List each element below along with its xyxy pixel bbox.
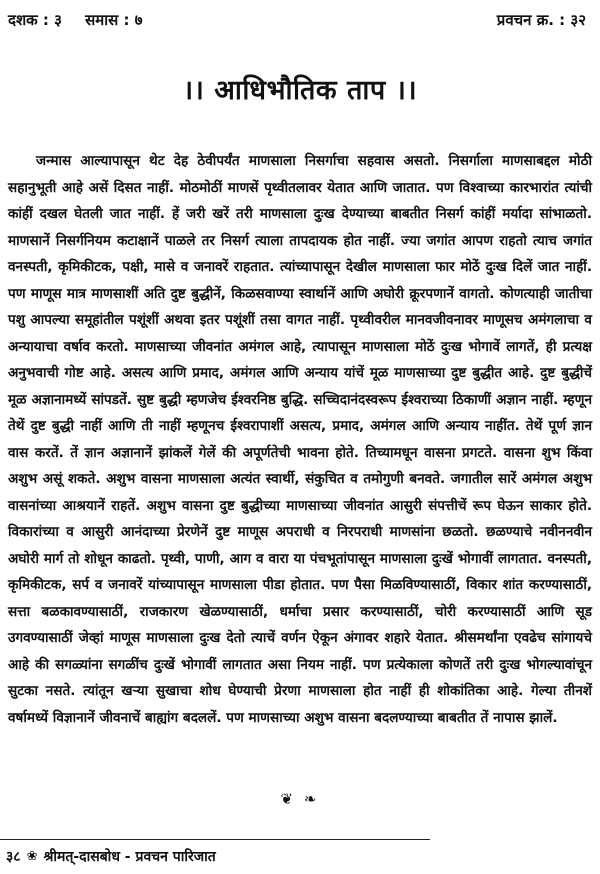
samas-label: समास : ७ [85, 11, 143, 29]
dashak-label: दशक : ३ [8, 11, 62, 29]
body-paragraph: जन्मास आल्यापासून थेट देह ठेवीपर्यंत माणसाला निसर्गाचा सहवास असतो. निसर्गाला माणसाबद्दल मोठी सहानुभूती आहे असें दिसत नाहीं. मोठमोठीं माणसें पृथ्वीतलावर येतात आणि जातात. पण विश्वाच्या कारभारांत त्यांची कांहीं दखल घेतली जात नाहीं. हें जरी खरें तरी माणसाला दुःख देण्याच्या बाबतीत निसर्ग कांहीं मर्यादा सांभाळतो. माणसानें निसर्गनियम कटाक्षानें पाळले तर निसर्ग त्याला तापदायक होत नाहीं. ज्या जगांत आपण राहतो त्याच जगांत वनस्पती, कृमिकीटक, पक्षी, मासे व जनावरें राहतात. त्यांच्यापासून देखील माणसाला फार मोठें दुःख दिलें जात नाहीं. पण माणूस मात्र माणसाशीं अति दुष्ट बुद्धीनें, किळसवाण्या स्वार्थानें आणि अघोरी क्रूरपणानें वागतो. कोणत्याही जातीचा पशु आपल्या समूहांतील पशूंशीं अथवा इतर पशूंशीं तसा वागत नाहीं. पृथ्वीवरील मानवजीवनावर माणूसच अमंगलाचा व अन्यायाचा वर्षाव करतो. माणसाच्या जीवनांत अमंगल आहे, त्यापासून माणसाला मोठें दुःख भोगावें लागतें, ही प्रत्यक्ष अनुभवाची गोष्ट आहे. असत्य आणि प्रमाद, अमंगल आणि अन्याय यांचें मूळ माणसाच्या दुष्ट बुद्धीत आहे. दुष्ट बुद्धीचें मूळ अज्ञानामध्यें सांपडतें. सुष्ट बुद्धी म्हणजेच ईश्वरनिष्ठ बुद्धि. सच्चिदानंदस्वरूप ईश्वराच्या ठिकाणीं अज्ञान नाहीं. म्हणून तेथें दुष्ट बुद्धी नाहीं आणि ती नाहीं म्हणूनच ईश्वरापाशीं असत्य, प्रमाद, अमंगल आणि अन्याय नाहींत. तेथें पूर्ण ज्ञान वास करतें. तें ज्ञान अज्ञानानें झांकलें गेलें की अपूर्णतेची भावना होते. तिच्यामधून वासना प्रगटते. वासना शुभ किंवा अशुभ असूं शकते. अशुभ वासना माणसाला अत्यंत स्वार्थी, संकुचित व तमोगुणी बनवते. जगातील सारें अमंगल अशुभ वासनांच्या आश्रयानें राहतें. अशुभ वासना दुष्ट बुद्धीच्या माणसाच्या जीवनांत आसुरी संपत्तीचें रूप घेऊन साकार होते. विकारांच्या व आसुरी आनंदाच्या प्रेरणेनें दुष्ट माणूस अपराधी व निरपराधी माणसांना छळतो. छळण्याचे नवीननवीन अघोरी मार्ग तो शोधून काढतो. पृथ्वी, पाणी, आग व वारा या पंचभूतांपासून माणसाला दुःखें भोगावीं लागतात. वनस्पती, कृमिकीटक, सर्प व जनावरें यांच्यापासून माणसाला पीडा होतात. पण पैसा मिळविण्यासाठीं, विकार शांत करण्यासाठीं, सत्ता बळकावण्यासाठीं, राजकारण खेळण्यासाठीं, धर्माचा प्रसार करण्यासाठीं, चोरी करण्यासाठीं आणि सूड उगवण्यासाठीं जेव्हां माणूस माणसाला दुःख देतो त्याचें वर्णन ऐकून अंगावर शहारे येतात. श्रीसमर्थांना एवढेच सांगायचे आहे की सगळ्यांना सगळींच दुःखें भोगावीं लागतात असा नियम नाहीं. पण प्रत्येकाला कोणतें तरी दुःख भोगल्यावांचून सुटका नसते. त्यांतून खऱ्या सुखाचा शोध घेण्याची प्रेरणा माणसाला होत नाहीं ही शोकांतिका आहे. गेल्या तीनशें वर्षामध्यें विज्ञानानें जीवनाचें बाह्यांग बदललें. पण माणसाच्या अशुभ वासना बदलण्याच्या बाबतीत तें नापास झालें. [8, 153, 592, 726]
page-header [8, 10, 586, 30]
page-number: ३८ [6, 849, 21, 865]
book-title: श्रीमत्-दासबोध - प्रवचन पारिजात [43, 849, 216, 865]
flower-icon: ❀ [26, 849, 38, 864]
ornament-divider-icon: ❦ ❧ [280, 790, 320, 808]
footer-divider [0, 839, 430, 840]
chapter-info [8, 10, 143, 30]
page-title: ।। आधिभौतिक ताप ।। [182, 75, 418, 106]
pravachan-number: प्रवचन क्र. : ३२ [496, 11, 586, 29]
page-footer [6, 847, 216, 866]
